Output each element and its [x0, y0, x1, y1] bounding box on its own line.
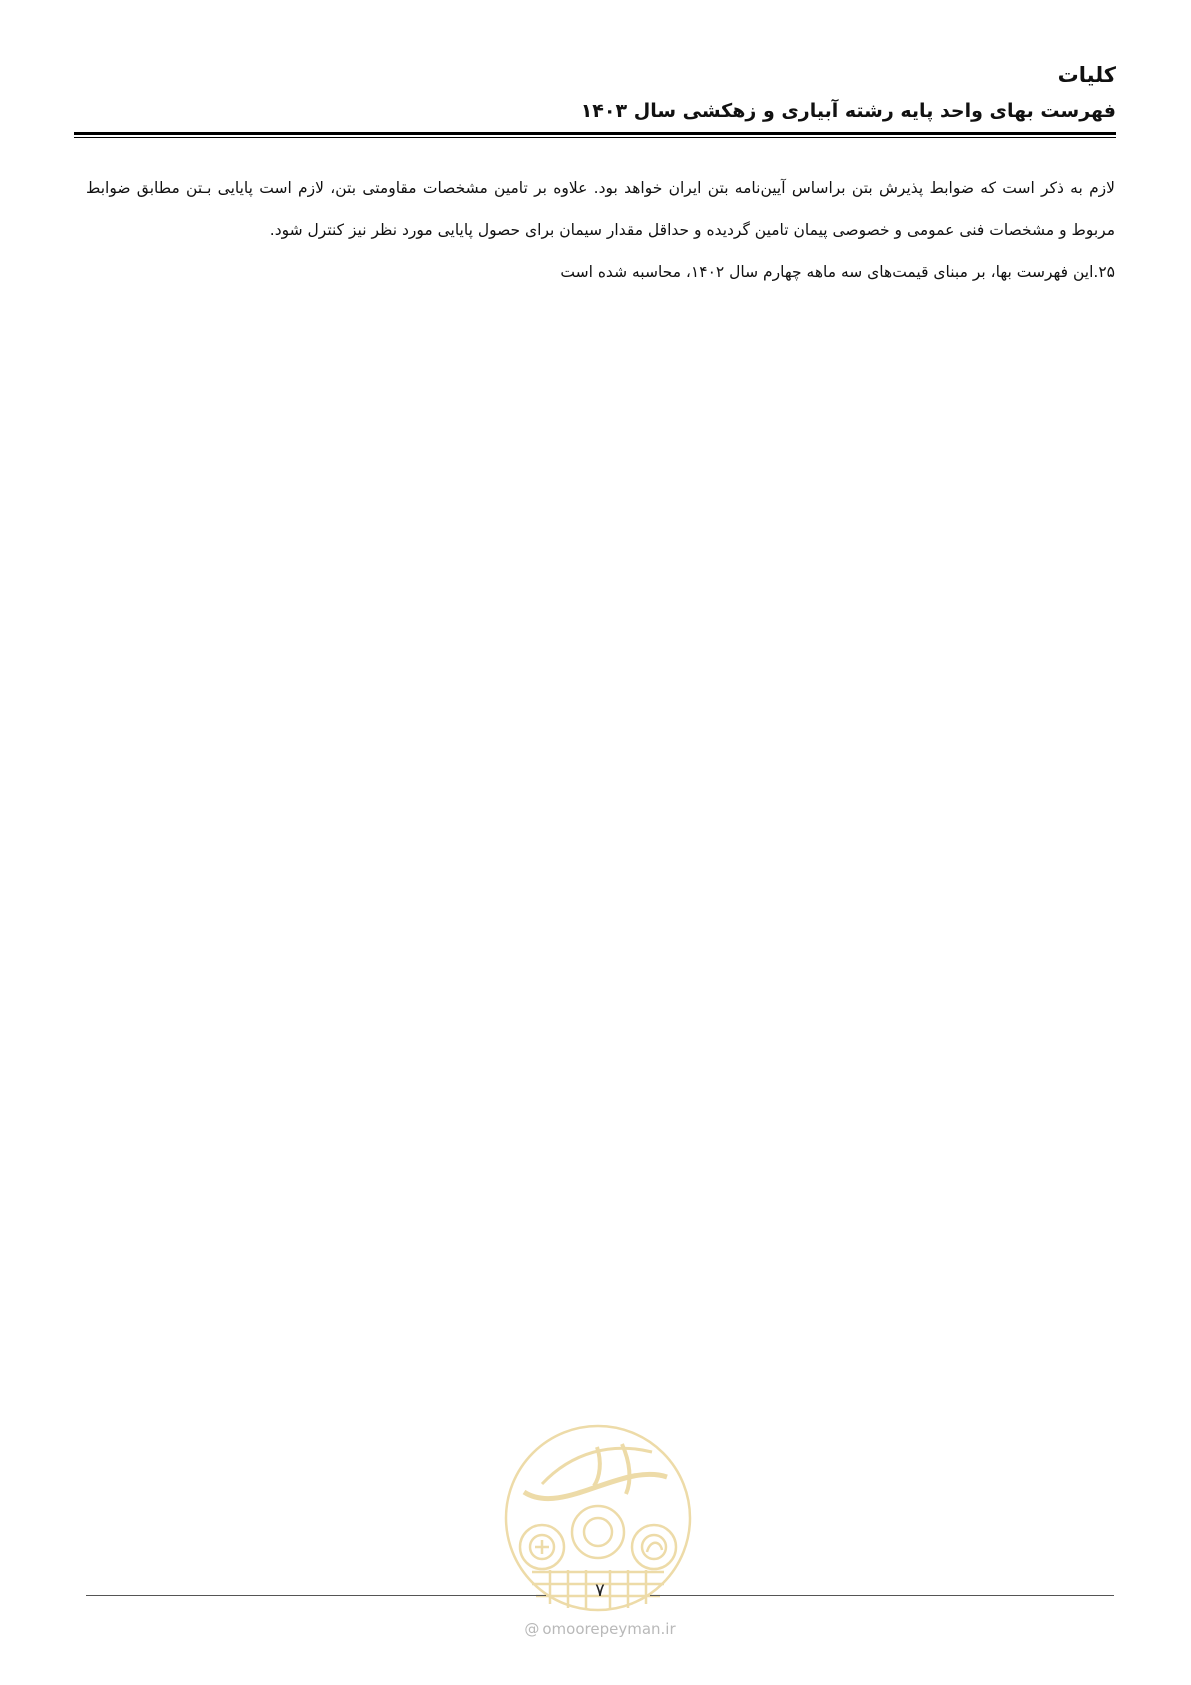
footer-rule-left	[86, 1595, 546, 1596]
document-title: فهرست بهای واحد پایه رشته آبیاری و زهکشی سال ۱۴۰۳	[580, 100, 1116, 122]
page-header	[74, 56, 1116, 138]
site-url	[500, 1620, 700, 1638]
footer-rule-right	[650, 1595, 1114, 1596]
paragraph-concrete-acceptance: لازم به ذکر است که ضوابط پذیرش بتن براساس آیین‌نامه بتن ایران خواهد بود. علاوه بر تامین مشخصات مقاومتی بتن، لازم است پایایی بـتن مطابق ضوابط مربوط و مشخصات فنی عمومی و خصوصی پیمان تامین گردیده و حداقل مقدار سیمان برای حصول پایایی مورد نظر نیز کنترل شود.	[86, 179, 1115, 239]
at-icon: @	[524, 1620, 540, 1638]
paragraph-price-basis: ۲۵.این فهرست بها، بر مبنای قیمت‌های سه ماهه چهارم سال ۱۴۰۲، محاسبه شده است	[560, 263, 1115, 281]
page-number: ۷	[595, 1580, 605, 1601]
header-rule-thick	[74, 132, 1116, 135]
header-rule-thin	[74, 137, 1116, 138]
site-url-text: omoorepeyman.ir	[542, 1620, 676, 1638]
section-title: کلیات	[1057, 63, 1116, 87]
body-text	[86, 167, 1115, 293]
